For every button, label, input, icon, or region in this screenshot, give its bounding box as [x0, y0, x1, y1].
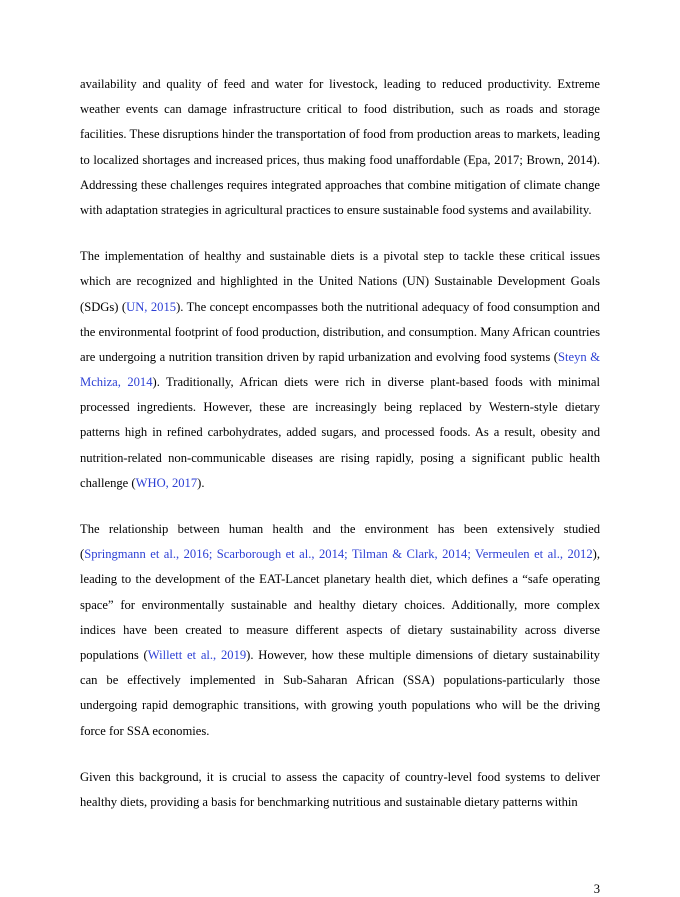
body-text: ). Traditionally, African diets were rich in diverse plant-based foods with minimal processed ingredients. However, these are increasingly being replaced by Western-style dietary patterns high in refined carbohydrates, added sugars, and processed foods. As a result, obesity and nutrition-related non-communicable diseases are rising rapidly, posing a significant public health challenge (	[80, 375, 600, 490]
body-text: availability and quality of feed and water for livestock, leading to reduced productivity. Extreme weather events can damage infrastructure critical to food distribution, such as roads and storage facilities. These disruptions hinder the transportation of food from production areas to markets, leading to localized shortages and increased prices, thus making food unaffordable (Epa, 2017; Brown, 2014). Addressing these challenges requires integrated approaches that combine mitigation of climate change with adaptation strategies in agricultural practices to ensure sustainable food systems and availability.	[80, 77, 600, 217]
paragraph-container	[80, 72, 600, 815]
body-text: The relationship between human health and the environment has been extensively studied (	[80, 522, 600, 562]
body-text: ). However, how these multiple dimensions of dietary sustainability can be effectively implemented in Sub-Saharan African (SSA) populations-particularly those undergoing rapid demographic transitions, with growing youth populations who will be the driving force for SSA economies.	[80, 647, 600, 738]
citation-link[interactable]: Willett et al., 2019	[147, 647, 247, 662]
body-paragraph	[80, 72, 600, 223]
body-text: ). The concept encompasses both the nutritional adequacy of food consumption and the environmental footprint of food production, distribution, and consumption. Many African countries are undergoing a nutrition transition driven by rapid urbanization and evolving food systems (	[80, 299, 600, 364]
citation-link[interactable]: Steyn & Mchiza, 2014	[80, 349, 600, 390]
body-text: ).	[197, 475, 205, 490]
body-text: Given this background, it is crucial to assess the capacity of country-level food systems to deliver healthy diets, providing a basis for benchmarking nutritious and sustainable dietary patterns within	[80, 769, 600, 809]
body-text: ), leading to the development of the EAT-Lancet planetary health diet, which defines a “safe operating space” for environmentally sustainable and healthy dietary choices. Additionally, more complex indices have been created to measure different aspects of dietary sustainability across diverse populations (	[80, 547, 600, 662]
citation-link[interactable]: UN, 2015	[126, 299, 177, 314]
citation-link[interactable]: WHO, 2017	[135, 475, 198, 490]
page-number: 3	[593, 882, 600, 896]
body-paragraph	[80, 765, 600, 815]
body-paragraph	[80, 517, 600, 744]
page-body	[80, 72, 600, 896]
body-paragraph	[80, 244, 600, 496]
citation-link[interactable]: Springmann et al., 2016; Scarborough et al., 2014; Tilman & Clark, 2014; Vermeulen et al., 2012	[84, 547, 593, 562]
body-text: The implementation of healthy and sustainable diets is a pivotal step to tackle these critical issues which are recognized and highlighted in the United Nations (UN) Sustainable Development Goals (SDGs) (	[80, 249, 600, 314]
